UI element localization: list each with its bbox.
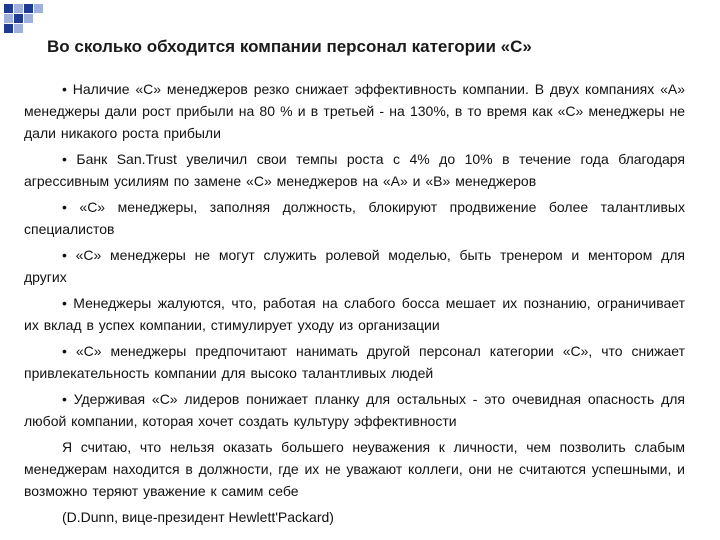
closing-paragraph: Я считаю, что нельзя оказать большего неуважения к личности, чем позволить слабым менеджерам находится в должности, где их не уважают коллеги, они не считаются успешными, и возможно теряют уважение к самим себе xyxy=(24,439,685,499)
deco-square xyxy=(24,4,33,13)
deco-square xyxy=(14,24,23,33)
deco-square xyxy=(4,14,13,23)
bullet-paragraph: • «С» менеджеры, заполняя должность, блокируют продвижение более талантливых специалистов xyxy=(24,199,685,237)
bullet-paragraph: • Банк San.Trust увеличил свои темпы роста с 4% до 10% в течение года благодаря агрессивным усилиям по замене «С» менеджеров на «А» и «В» менеджеров xyxy=(24,151,685,189)
page-title: Во сколько обходится компании персонал категории «С» xyxy=(47,37,532,56)
bullet-paragraph: • «С» менеджеры не могут служить ролевой моделью, быть тренером и ментором для других xyxy=(24,247,685,285)
deco-square xyxy=(14,14,23,23)
deco-square xyxy=(4,4,13,13)
deco-square xyxy=(24,14,33,23)
decorative-squares xyxy=(0,0,60,40)
bullet-paragraph: • Наличие «С» менеджеров резко снижает эффективность компании. В двух компаниях «А» менеджеры дали рост прибыли на 80 % и в третьей - на 130%, в то время как «С» менеджеры не дали никакого роста прибыли xyxy=(24,81,685,141)
bullet-paragraph: • «С» менеджеры предпочитают нанимать другой персонал категории «С», что снижает привлекательность компании для высоко талантливых людей xyxy=(24,343,685,381)
slide-body xyxy=(24,78,685,528)
bullet-paragraph: • Удерживая «С» лидеров понижает планку для остальных - это очевидная опасность для любой компании, которая хочет создать культуру эффективности xyxy=(24,391,685,429)
deco-square xyxy=(34,4,43,13)
deco-square xyxy=(14,4,23,13)
deco-square xyxy=(4,24,13,33)
quote-attribution: (D.Dunn, вице-президент Hewlett'Packard) xyxy=(62,509,334,525)
bullet-paragraph: • Менеджеры жалуются, что, работая на слабого босса мешает их познанию, ограничивает их вклад в успех компании, стимулирует уходу из организации xyxy=(24,295,685,333)
